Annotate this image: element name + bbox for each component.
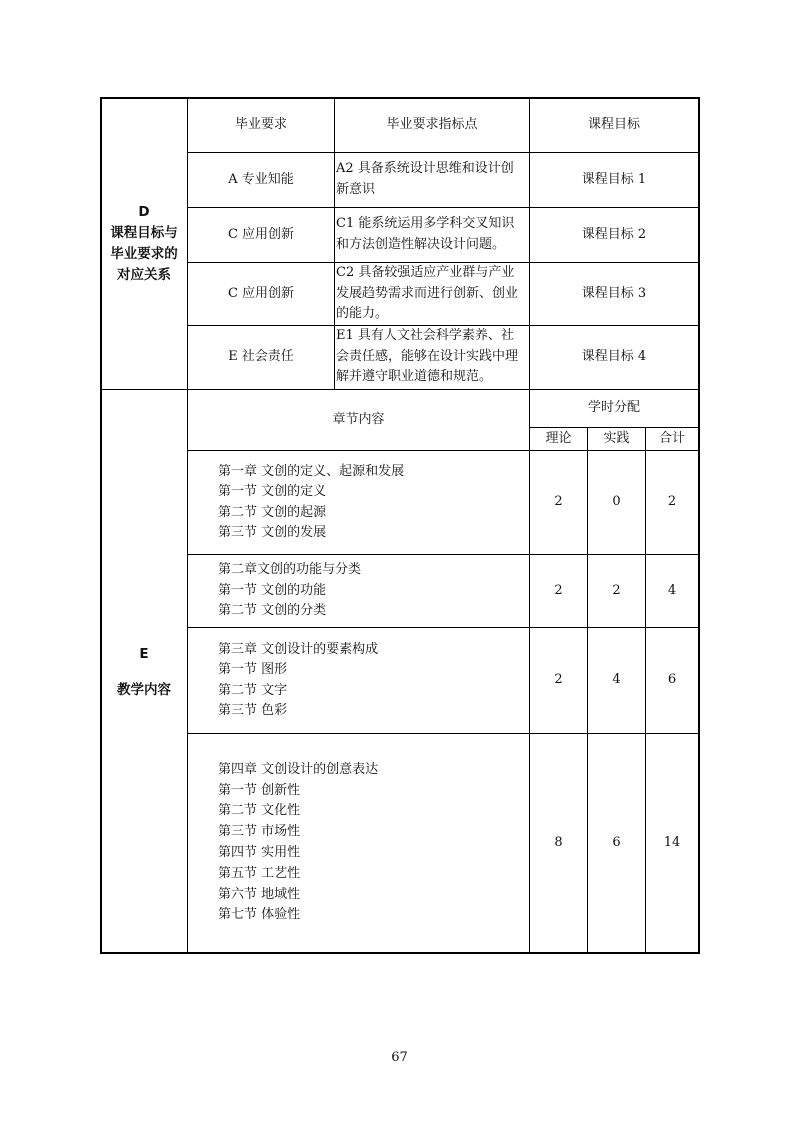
requirement-cell: C 应用创新	[227, 285, 295, 301]
practice-hours: 2	[612, 582, 621, 598]
chapter-line: 第四章 文创设计的创意表达	[218, 761, 379, 777]
indicator-cell	[336, 326, 530, 389]
chapter-line: 第二章文创的功能与分类	[218, 562, 362, 578]
indicator-cell	[336, 263, 530, 325]
chapter-line: 第一节 图形	[218, 662, 288, 677]
section-e-letter: E	[139, 645, 149, 662]
indicator-line: E1 具有人文社会科学素养、社	[336, 328, 514, 343]
chapter-line: 第二节 文创的起源	[218, 504, 327, 520]
table-bottom-border	[100, 952, 700, 954]
practice-hours: 0	[612, 494, 621, 510]
section-d-letter: D	[138, 203, 150, 220]
indicator-line: A2 具备系统设计思维和设计创	[336, 161, 514, 176]
theory-hours: 8	[554, 834, 563, 850]
indicator-line: 发展趋势需求而进行创新、创业	[336, 285, 519, 301]
chapter-line: 第二节 文创的分类	[218, 603, 327, 619]
indicator-line: C1 能系统运用多学科交叉知识	[336, 216, 515, 231]
header-hours: 学时分配	[587, 400, 640, 416]
section-d-title-line: 毕业要求的	[110, 245, 178, 262]
chapter-line: 第三节 文创的发展	[218, 525, 327, 540]
header-total: 合计	[658, 430, 685, 446]
chapter-line: 第三节 市场性	[218, 824, 301, 840]
chapter-content-cell	[218, 451, 528, 554]
theory-hours: 2	[554, 494, 563, 510]
header-objective: 课程目标	[587, 116, 640, 132]
chapter-line: 第一章 文创的定义、起源和发展	[218, 463, 405, 479]
chapter-content-cell	[218, 734, 528, 952]
chapter-line: 第三章 文创设计的要素构成	[218, 641, 379, 657]
theory-hours: 2	[554, 672, 563, 688]
chapter-line: 第二节 文化性	[218, 803, 301, 819]
objective-cell: 课程目标 1	[581, 171, 647, 187]
theory-hours: 2	[554, 582, 563, 598]
indicator-cell	[336, 208, 530, 262]
total-hours: 6	[667, 672, 677, 688]
requirement-cell: A 专业知能	[228, 171, 294, 187]
total-hours: 4	[667, 582, 677, 598]
objective-cell: 课程目标 3	[581, 285, 647, 301]
indicator-line: 新意识	[336, 181, 376, 197]
section-d-title-line: 课程目标与	[110, 224, 178, 241]
chapter-line: 第二节 文字	[218, 682, 288, 698]
total-hours: 14	[663, 834, 681, 850]
header-theory: 理论	[545, 430, 572, 446]
indicator-line: 和方法创造性解决设计问题。	[336, 236, 506, 252]
practice-hours: 6	[612, 834, 621, 850]
requirement-cell: C 应用创新	[227, 226, 295, 242]
header-requirement: 毕业要求	[234, 116, 287, 132]
chapter-line: 第六节 地域性	[218, 886, 301, 902]
chapter-line: 第一节 创新性	[218, 782, 301, 798]
header-content: 章节内容	[332, 411, 385, 427]
requirement-cell: E 社会责任	[228, 349, 294, 365]
indicator-line: 会责任感，能够在设计实践中理	[336, 348, 519, 364]
header-practice: 实践	[603, 430, 630, 446]
section-e-label	[101, 390, 187, 953]
total-hours: 2	[667, 494, 677, 510]
table-right-border	[698, 97, 700, 954]
chapter-content-cell	[218, 555, 528, 627]
chapter-line: 第五节 工艺性	[218, 865, 301, 881]
objective-cell: 课程目标 4	[581, 349, 647, 365]
indicator-line: 的能力。	[336, 306, 389, 321]
chapter-line: 第三节 色彩	[218, 703, 288, 718]
page-number: 67	[391, 1050, 408, 1065]
section-e-title: 教学内容	[117, 681, 171, 698]
header-indicator: 毕业要求指标点	[386, 116, 478, 132]
chapter-line: 第一节 文创的定义	[218, 484, 327, 499]
indicator-cell	[336, 153, 530, 207]
chapter-content-cell	[218, 628, 528, 733]
chapter-line: 第一节 文创的功能	[218, 582, 327, 598]
indicator-line: C2 具备较强适应产业群与产业	[336, 265, 515, 280]
section-d-title-line: 对应关系	[117, 266, 171, 283]
indicator-line: 解并遵守职业道德和规范。	[336, 369, 493, 384]
chapter-line: 第七节 体验性	[218, 907, 301, 923]
objective-cell: 课程目标 2	[581, 226, 647, 242]
practice-hours: 4	[612, 672, 621, 688]
chapter-line: 第四节 实用性	[218, 845, 301, 860]
section-d-label	[101, 98, 187, 389]
